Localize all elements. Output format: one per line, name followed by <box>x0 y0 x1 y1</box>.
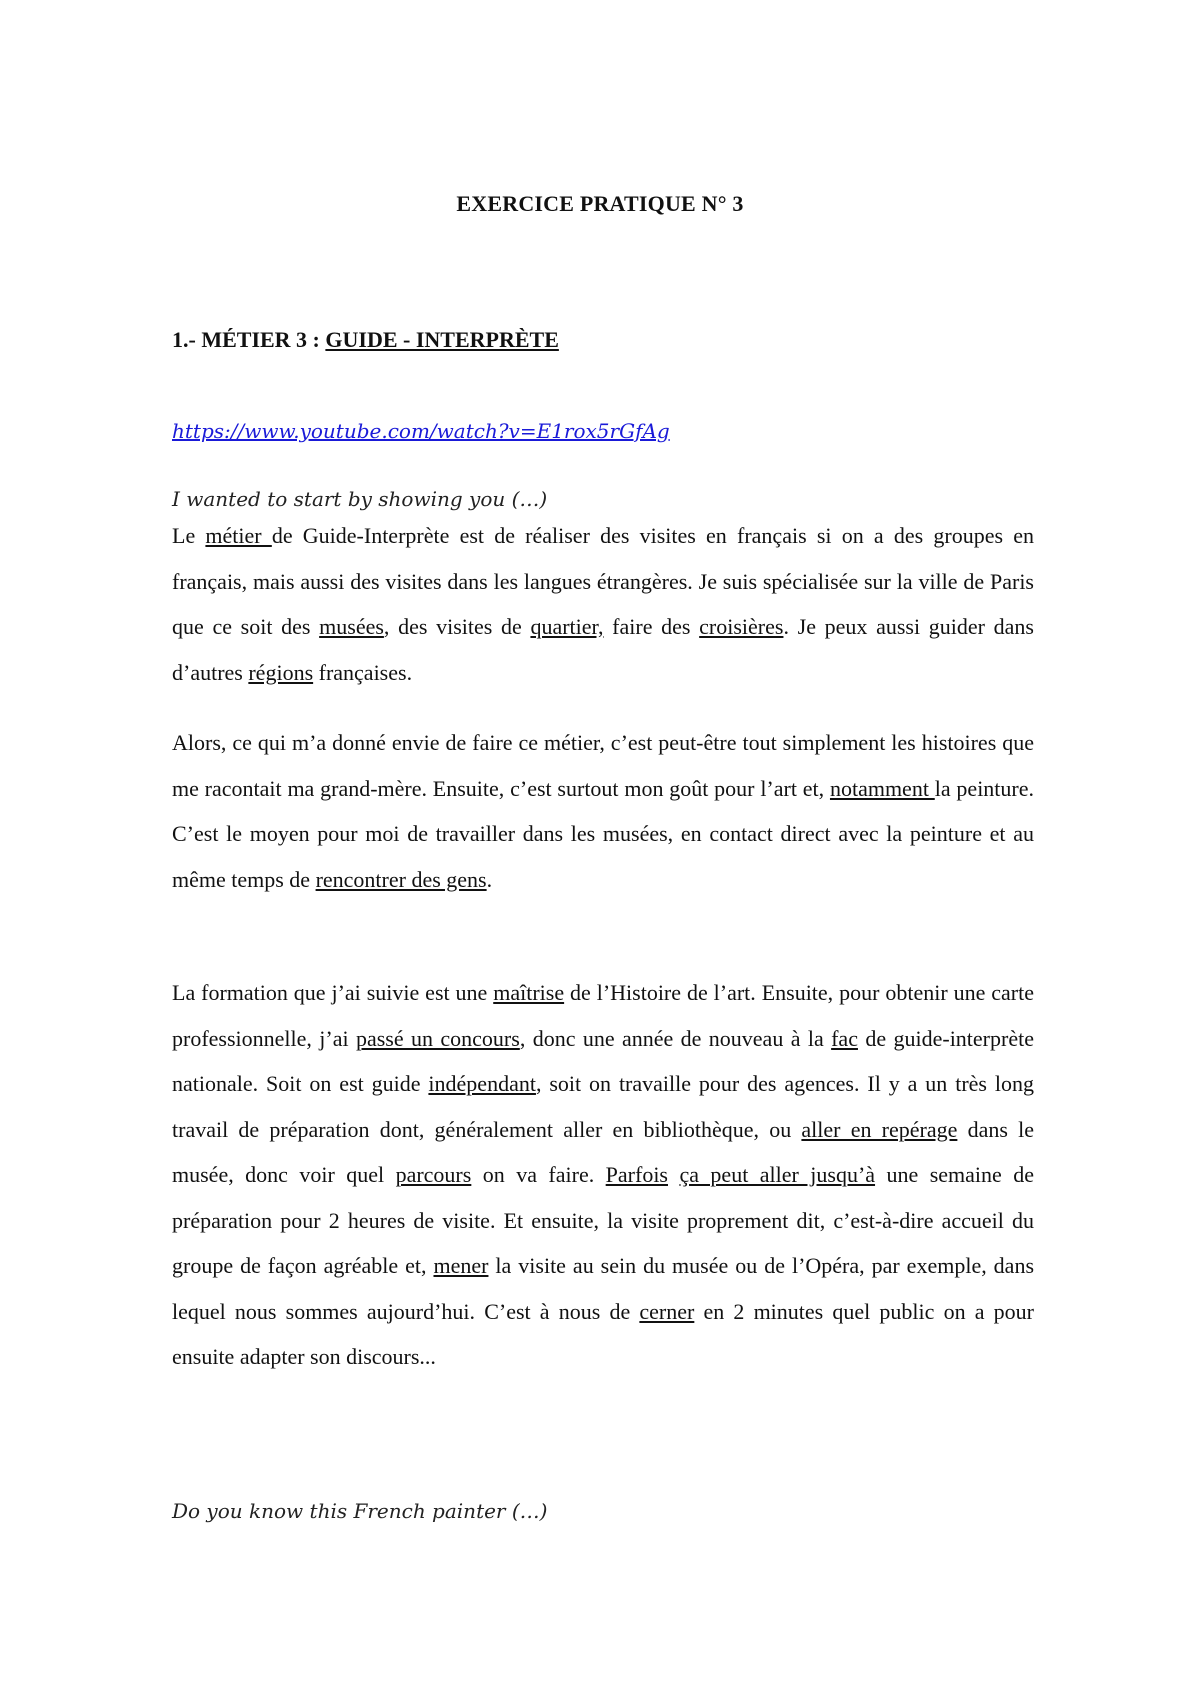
underlined-term: croisières <box>699 614 784 639</box>
underlined-term: mener <box>433 1253 489 1278</box>
underlined-term: aller en repérage <box>801 1116 958 1142</box>
paragraph-text: une semaine de préparation pour 2 heures de visite. Et ensuite, la visite proprement dit, c’est-à-dire accueil du groupe de façon agréable et, <box>172 1162 1034 1278</box>
underlined-term: rencontrer des gens <box>315 866 487 892</box>
paragraph-text: Alors, ce qui m’a donné envie de faire ce métier, c’est peut-être tout simplement les histoires que me racontait ma grand-mère. Ensuite, c’est surtout mon goût pour l’art et, <box>172 730 1034 801</box>
intro-italic-line: I wanted to start by showing you (…) <box>172 487 548 511</box>
underlined-term: fac <box>831 1025 858 1051</box>
section-heading-prefix: 1.- MÉTIER 3 : <box>172 327 326 352</box>
paragraph-text: , soit on travaille pour des agences. Il y a un très long travail de préparation dont, généralement aller en bibliothèque, ou <box>172 1071 1034 1142</box>
paragraph-text <box>668 1162 679 1187</box>
paragraph-text: la peinture. C’est le moyen pour moi de travailler dans les musées, en contact direct avec la peinture et au même temps de <box>172 775 1035 892</box>
section-heading-underlined: GUIDE - INTERPRÈTE <box>325 327 559 352</box>
underlined-term: ça peut aller jusqu’à <box>679 1162 876 1187</box>
paragraph-1 <box>172 513 1034 695</box>
underlined-term: maîtrise <box>493 980 565 1005</box>
paragraph-text: Le <box>172 523 206 548</box>
paragraph-text: La formation que j’ai suivie est une <box>172 980 494 1005</box>
underlined-term: cerner <box>639 1298 695 1324</box>
underlined-term: métier <box>205 523 272 548</box>
section-heading <box>172 326 559 354</box>
underlined-term: indépendant <box>428 1071 536 1096</box>
paragraph-2 <box>172 720 1034 902</box>
paragraph-text: françaises. <box>313 659 413 685</box>
underlined-term: musées <box>319 614 384 639</box>
paragraph-3 <box>172 970 1034 1380</box>
paragraph-text: . Je peux aussi guider dans d’autres <box>172 614 1034 685</box>
underlined-term: parcours <box>395 1162 472 1187</box>
underlined-term: passé un concours <box>355 1025 520 1051</box>
paragraph-text: de guide-interprète nationale. Soit on est guide <box>172 1025 1034 1096</box>
paragraph-text: faire des <box>603 614 700 639</box>
underlined-term: quartier, <box>530 614 604 639</box>
paragraph-text: on va faire. <box>471 1162 606 1187</box>
youtube-link[interactable]: https://www.youtube.com/watch?v=E1rox5rGfAg <box>172 419 670 443</box>
paragraph-text: , des visites de <box>383 614 531 639</box>
paragraph-text: en 2 minutes quel public on a pour ensuite adapter son discours... <box>172 1298 1034 1369</box>
underlined-term: régions <box>248 659 314 685</box>
paragraph-text: dans le musée, donc voir quel <box>172 1116 1034 1187</box>
outro-italic-line: Do you know this French painter (…) <box>172 1499 548 1523</box>
paragraph-text: , donc une année de nouveau à la <box>519 1025 832 1051</box>
paragraph-text: . <box>486 866 493 892</box>
paragraph-text: la visite au sein du musée ou de l’Opéra, par exemple, dans lequel nous sommes aujourd’hui. C’est à nous de <box>172 1253 1035 1324</box>
underlined-term: Parfois <box>605 1162 668 1187</box>
paragraph-text: de l’Histoire de l’art. Ensuite, pour obtenir une carte professionnelle, j’ai <box>172 980 1034 1051</box>
underlined-term: notamment <box>829 775 935 801</box>
document-title: EXERCICE PRATIQUE N° 3 <box>456 191 744 216</box>
paragraph-text: de Guide-Interprète est de réaliser des visites en français si on a des groupes en français, mais aussi des visites dans les langues étrangères. Je suis spécialisée sur la ville de Paris que ce soit des <box>172 523 1035 639</box>
